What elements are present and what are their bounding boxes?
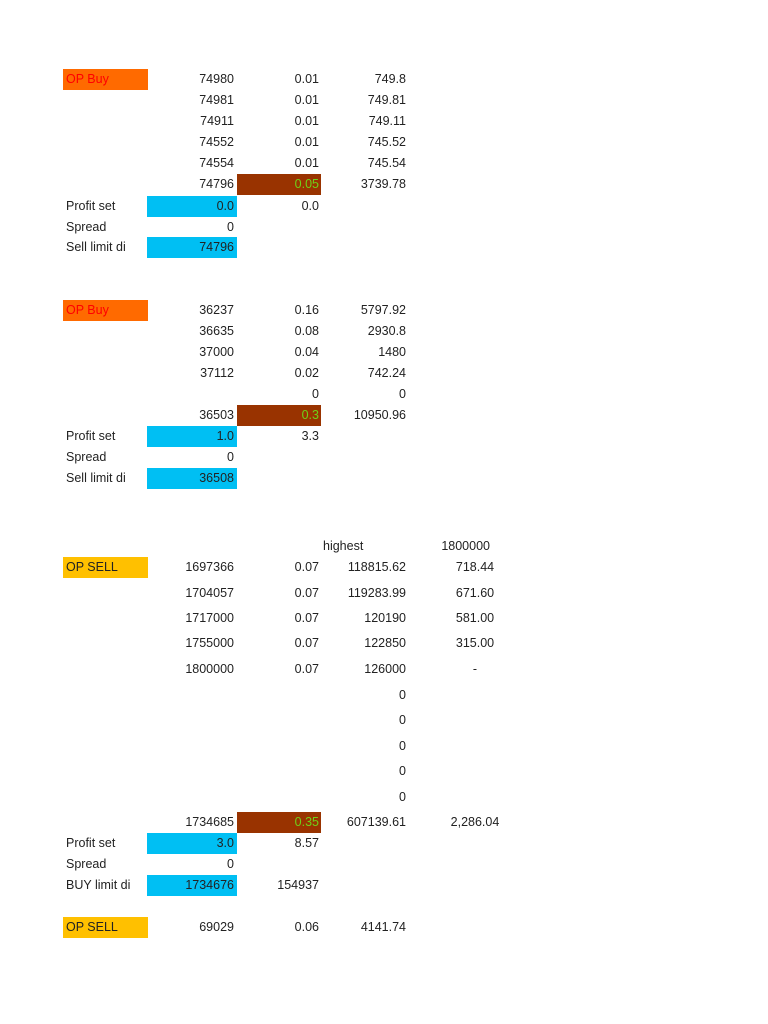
highest-value: 1800000 bbox=[441, 539, 490, 553]
price-cell: 1800000 bbox=[185, 662, 234, 676]
spread-value: 0 bbox=[227, 450, 234, 464]
amount-cell: 0 bbox=[399, 790, 406, 804]
total-price-cell: 36503 bbox=[199, 408, 234, 422]
amount-cell: 749.11 bbox=[368, 114, 406, 128]
amount-cell: 0 bbox=[399, 739, 406, 753]
op-buy-tag bbox=[63, 300, 148, 321]
op-buy-label: OP Buy bbox=[66, 303, 109, 317]
qty-cell: 0.06 bbox=[294, 920, 319, 934]
amount-cell: 122850 bbox=[364, 636, 406, 650]
price-cell: 69029 bbox=[199, 920, 234, 934]
diff-cell: 581.00 bbox=[455, 611, 495, 625]
diff-cell: 315.00 bbox=[455, 636, 495, 650]
qty-cell: 0 bbox=[312, 387, 319, 401]
spread-value: 0 bbox=[227, 220, 234, 234]
qty-cell: 0.01 bbox=[294, 156, 319, 170]
qty-cell: 0.07 bbox=[294, 586, 319, 600]
price-cell: 1755000 bbox=[185, 636, 234, 650]
total-price-cell: 74796 bbox=[199, 177, 234, 191]
diff-cell: - bbox=[472, 662, 478, 676]
spread-label: Spread bbox=[66, 857, 107, 871]
spread-value: 0 bbox=[227, 857, 234, 871]
qty-cell: 0.02 bbox=[294, 366, 319, 380]
profit-result-cell: 0.0 bbox=[301, 199, 319, 213]
amount-cell: 2930.8 bbox=[367, 324, 406, 338]
price-cell: 74911 bbox=[200, 114, 234, 128]
qty-cell: 0.07 bbox=[294, 662, 319, 676]
price-cell: 37112 bbox=[200, 366, 234, 380]
price-cell: 36635 bbox=[199, 324, 234, 338]
total-amount-cell: 607139.61 bbox=[346, 815, 406, 829]
qty-cell: 0.08 bbox=[294, 324, 319, 338]
total-diff-cell: 2,286.04 bbox=[450, 815, 500, 829]
qty-cell: 0.04 bbox=[294, 345, 319, 359]
profit-set-input[interactable]: 3.0 bbox=[216, 836, 234, 850]
amount-cell: 749.81 bbox=[367, 93, 406, 107]
limit-input[interactable]: 36508 bbox=[199, 471, 234, 485]
amount-cell: 4141.74 bbox=[360, 920, 406, 934]
total-amount-cell: 10950.96 bbox=[353, 408, 406, 422]
total-amount-cell: 3739.78 bbox=[360, 177, 406, 191]
amount-cell: 0 bbox=[399, 387, 406, 401]
diff-cell: 671.60 bbox=[455, 586, 495, 600]
op-buy-label: OP Buy bbox=[66, 72, 109, 86]
qty-cell: 0.07 bbox=[294, 611, 319, 625]
amount-cell: 742.24 bbox=[367, 366, 406, 380]
op-buy-tag bbox=[63, 69, 148, 90]
op-sell-tag bbox=[63, 917, 148, 938]
diff-cell: 718.44 bbox=[455, 560, 495, 574]
amount-cell: 749.8 bbox=[374, 72, 406, 86]
limit-label: BUY limit di bbox=[66, 878, 131, 892]
amount-cell: 0 bbox=[399, 688, 406, 702]
amount-cell: 1480 bbox=[378, 345, 406, 359]
price-cell: 37000 bbox=[199, 345, 234, 359]
total-qty-cell: 0.3 bbox=[301, 408, 319, 422]
amount-cell: 745.52 bbox=[367, 135, 406, 149]
profit-set-label: Profit set bbox=[66, 429, 116, 443]
price-cell: 74554 bbox=[199, 156, 234, 170]
highest-label: highest bbox=[323, 539, 364, 553]
qty-cell: 0.07 bbox=[294, 560, 319, 574]
qty-cell: 0.01 bbox=[294, 72, 319, 86]
profit-result-cell: 3.3 bbox=[301, 429, 319, 443]
profit-set-input[interactable]: 0.0 bbox=[216, 199, 234, 213]
total-qty-cell: 0.05 bbox=[294, 177, 319, 191]
price-cell: 1704057 bbox=[185, 586, 234, 600]
amount-cell: 745.54 bbox=[367, 156, 406, 170]
profit-set-label: Profit set bbox=[66, 836, 116, 850]
price-cell: 1697366 bbox=[185, 560, 234, 574]
limit-label: Sell limit di bbox=[66, 240, 126, 254]
amount-cell: 5797.92 bbox=[360, 303, 406, 317]
profit-result-cell: 8.57 bbox=[294, 836, 319, 850]
price-cell: 74980 bbox=[199, 72, 234, 86]
price-cell: 36237 bbox=[199, 303, 234, 317]
op-sell-label: OP SELL bbox=[66, 920, 118, 934]
qty-cell: 0.16 bbox=[294, 303, 319, 317]
amount-cell: 0 bbox=[399, 764, 406, 778]
amount-cell: 120190 bbox=[364, 611, 406, 625]
qty-cell: 0.01 bbox=[294, 135, 319, 149]
qty-cell: 0.07 bbox=[294, 636, 319, 650]
profit-set-input[interactable]: 1.0 bbox=[216, 429, 234, 443]
price-cell: 1717000 bbox=[185, 611, 234, 625]
profit-set-label: Profit set bbox=[66, 199, 116, 213]
price-cell: 74552 bbox=[199, 135, 234, 149]
spread-label: Spread bbox=[66, 220, 107, 234]
limit-label: Sell limit di bbox=[66, 471, 126, 485]
limit-result-cell: 154937 bbox=[277, 878, 319, 892]
op-sell-tag bbox=[63, 557, 148, 578]
limit-input[interactable]: 1734676 bbox=[185, 878, 234, 892]
total-price-cell: 1734685 bbox=[185, 815, 234, 829]
limit-input[interactable]: 74796 bbox=[199, 240, 234, 254]
price-cell: 74981 bbox=[199, 93, 234, 107]
total-qty-cell: 0.35 bbox=[294, 815, 319, 829]
qty-cell: 0.01 bbox=[294, 93, 319, 107]
amount-cell: 119283.99 bbox=[347, 586, 406, 600]
op-sell-label: OP SELL bbox=[66, 560, 118, 574]
amount-cell: 0 bbox=[399, 713, 406, 727]
qty-cell: 0.01 bbox=[294, 114, 319, 128]
amount-cell: 118815.62 bbox=[347, 560, 406, 574]
spread-label: Spread bbox=[66, 450, 107, 464]
amount-cell: 126000 bbox=[364, 662, 406, 676]
